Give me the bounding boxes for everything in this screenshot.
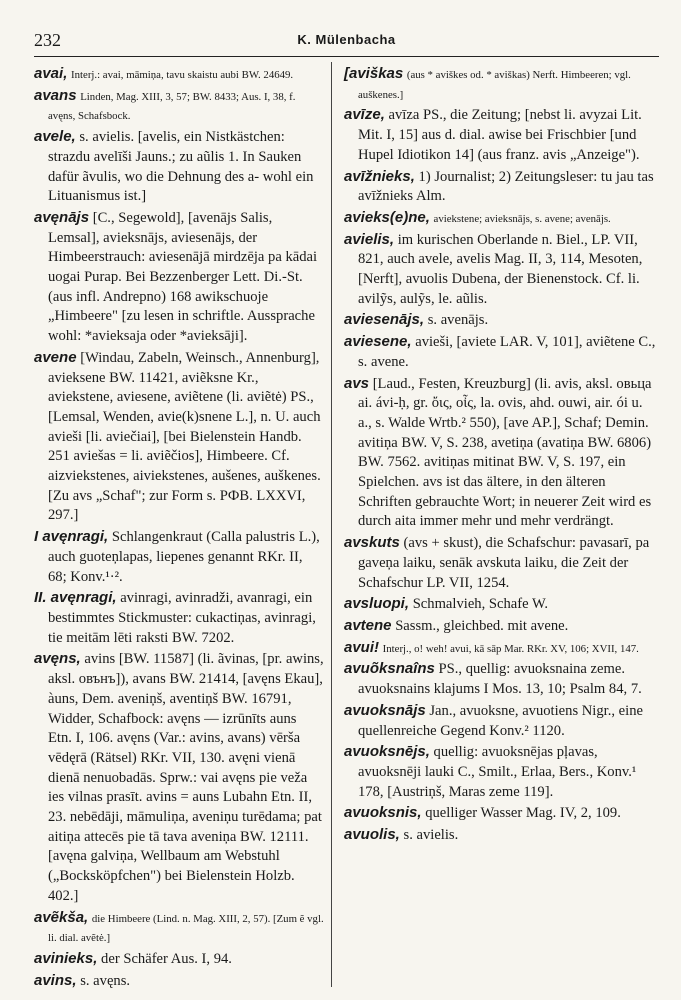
entry — [344, 64, 656, 104]
headword: [aviškas — [344, 65, 404, 82]
entry — [344, 825, 656, 846]
entry-body: Interj., o! weh! avui, kā sāp Mar. RKr. XV, 106; XVII, 147. — [382, 642, 639, 655]
entry — [34, 527, 324, 587]
entry — [34, 64, 324, 85]
page-number: 232 — [34, 30, 61, 50]
entry — [344, 659, 656, 699]
headword: avui! — [344, 638, 380, 656]
entry-body: quellig: avuoksnējas pļavas, avuoksnēji lauki C., Smilt., Erlaa, Bers., Konv.¹ 178, [Austriņš, Maras zeme 119]. — [358, 744, 637, 800]
entry — [34, 86, 324, 126]
headword: avai, — [34, 65, 68, 82]
entry — [34, 348, 324, 526]
entry-body: avīza PS., die Zeitung; [nebst li. avyzai Lit. Mit. I, 15] aus d. dial. awise bei Frischbier [und Hupel Idiotikon 14] (aus franz. avis „Anzeige"). — [358, 107, 642, 163]
entry — [344, 332, 656, 372]
entry-body: Sassm., gleichbed. mit avene. — [395, 617, 569, 634]
column-divider — [331, 62, 332, 987]
entry-body: die Himbeere (Lind. n. Mag. XIII, 2, 57). [Zum ẽ vgl. li. dial. avẽtė.] — [48, 912, 324, 945]
entry-body: aviekstene; avieksnājs, s. avene; avenājs. — [433, 212, 611, 225]
headword: avtene — [344, 616, 392, 634]
headword: avieks(e)ne, — [344, 208, 430, 226]
running-title: K. Mülenbacha — [297, 32, 396, 47]
entry-body: Jan., avuoksne, avuotiens Nigr., eine quellenreiche Gegend Konv.² 1120. — [358, 702, 643, 739]
headword: avuolis, — [344, 826, 400, 844]
left-column — [34, 64, 324, 992]
entry — [34, 208, 324, 347]
headword: avuoksnējs, — [344, 743, 430, 761]
entry — [34, 971, 324, 992]
entry-body: (aus * aviškes od. * aviškas) Nerft. Himbeeren; vgl. auškenes.] — [358, 69, 631, 101]
entry — [344, 310, 656, 331]
headword: avans — [34, 86, 77, 104]
headword: avinieks, — [34, 949, 98, 967]
entry — [344, 701, 656, 741]
entry — [34, 649, 324, 906]
headword: avīze, — [344, 106, 385, 124]
entry — [344, 167, 656, 207]
entry-body: avins [BW. 11587] (li. ãvinas, [pr. awins, aksl. овънъ]), avans BW. 21414, [avęns Ekau], àuns, Dem. aveniņš, aventiņš BW. 16791, Widder, Schafbock: avęns — izrūnīts auns Etn. I, 106. avęns (Var.: avins, avans) vērša vēdęrā (Rätsel) RKr. VII, 130. avęni vienā dienā nenuobadās. Sprw.: vai avęns pie veža ies vilnas prasīt. avins = auns Lubahn Etn. II, 23. nebēdāji, māmuliņa, aveniņu turēdama; pat aitiņa attecēs pie tā tava aveniņa BW. 12111. [avęna galviņa, Wellbaum am Webstuhl („Bocksköpfchen") bei Bielenstein Holzb. 402.] — [48, 651, 324, 904]
entry-body: der Schäfer Aus. I, 94. — [101, 950, 232, 967]
headword: avẽkša, — [34, 908, 89, 926]
headword: avs — [344, 374, 370, 392]
entry-body: s. avenājs. — [427, 312, 489, 329]
entry-body: quelliger Wasser Mag. IV, 2, 109. — [425, 805, 621, 822]
entry — [34, 949, 324, 970]
entry — [344, 533, 656, 593]
entry-body: 1) Journalist; 2) Zeitungsleser: tu jau tas avīžnieks Alm. — [358, 168, 654, 205]
right-column — [344, 64, 656, 847]
headword: avęns, — [34, 650, 81, 668]
headword: avskuts — [344, 534, 400, 552]
entry — [344, 374, 656, 533]
headword: avele, — [34, 128, 76, 146]
headword: avsluopi, — [344, 595, 410, 613]
entry — [344, 638, 656, 659]
entry — [344, 594, 656, 615]
headword: avęnājs — [34, 208, 90, 226]
entry — [344, 616, 656, 637]
entry — [344, 742, 656, 802]
headword: I avęnragi, — [34, 528, 109, 546]
entry-body: [Windau, Zabeln, Weinsch., Annenburg], avieksene BW. 11421, aviẽksne Kr., aviekstene, aviesene, aviẽtene (li. aviẽtė) PS., [Lemsal, Wenden, avie(k)snene L.], n. U. auch avieši [li. aviečiai], [bei Bielenstein Handb. 251 aviešas = li. aviẽčios], Himbeere. Cf. aizviekstenes, aiviekstenes, aušenes, auškenes. [Zu avs „Schaf"; zur Form s. PФВ. LXXVI, 297.] — [48, 349, 321, 524]
headword: avins, — [34, 971, 77, 989]
headword: avene — [34, 348, 77, 366]
entry — [344, 208, 656, 229]
entry-body: (avs + skust), die Schafschur: pavasarī, pa gaveņa laiku, senāk avskuta laiku, die Zeit der Schafschur LP. VII, 1254. — [358, 535, 650, 591]
headword: avielis, — [344, 230, 395, 248]
headword: avuoksnis, — [344, 804, 422, 822]
entry-body: Linden, Mag. XIII, 3, 57; BW. 8433; Aus. I, 38, f. avęns, Schafsbock. — [48, 90, 296, 123]
entry — [34, 588, 324, 648]
entry — [34, 908, 324, 948]
entry-body: Interj.: avai, māmiņa, tavu skaistu aubi BW. 24649. — [71, 69, 294, 81]
entry-body: s. avęns. — [80, 972, 131, 989]
entry-body: [C., Segewold], [avenājs Salis, Lemsal], avieksnājs, aviesenājs, der Himbeerstrauch: aviesenājā mirdzēja pa kādai uogai Purap. Bei Bezzenberger Lett. Di.-St. (aus infl. Andrepno) 168 awikschuoje „Himbeere" [zu lesen in schriftle. Aussprache wohl: *avieksaja oder *avieksāji]. — [48, 209, 318, 345]
entry — [344, 803, 656, 824]
headword: aviesene, — [344, 333, 412, 351]
entry-body: s. avielis. — [403, 827, 459, 844]
page-header — [34, 26, 659, 57]
headword: avuoksnājs — [344, 701, 426, 719]
entry — [344, 230, 656, 310]
headword: aviesenājs, — [344, 311, 425, 329]
entry-body: avinragi, avinradži, avanragi, ein bestimmtes Stickmuster: cukactiņas, avinragi, tie meitām lēti raksti BW. 7202. — [48, 590, 316, 646]
entry-body: PS., quellig: avuoksnaina zeme. avuoksnains klajums I Mos. 13, 10; Psalm 84, 7. — [358, 661, 642, 698]
entry-body: s. avielis. [avelis, ein Nistkästchen: strazdu avelīši Jauns.; zu aũlis 1. In Sauken dafür ãvulis, wo die Dehnung des a- wohl ein Lituanismus ist.] — [48, 129, 314, 205]
entry-body: Schlangenkraut (Calla palustris L.), auch guoteņlapas, liepenes genannt RKr. II, 68; Konv.¹·². — [48, 529, 320, 585]
entry-body: im kurischen Oberlande n. Biel., LP. VII, 821, auch avele, avelis Mag. II, 3, 114, Mesoten, [Nerft], avuolis Dubena, der Bienenstock. Cf. li. avilỹs, aulỹs, le. aũlis. — [358, 231, 643, 307]
entry — [34, 127, 324, 207]
entry — [344, 105, 656, 165]
headword: avuõksnaîns — [344, 660, 435, 678]
entry-body: avieši, [aviete LAR. V, 101], aviẽtene C., s. avene. — [358, 334, 656, 370]
entry-body: [Laud., Festen, Kreuzburg] (li. avis, aksl. овьца ai. ávi-ḥ, gr. ὄις, οἶς, la. ovis, ahd. ouwi, air. ói u. a., s. Walde Wrtb.² 550), [ave AP.], Schaf; Demin. avitiņa BW. V, S. 238, avetiņa (avatiņa BW. 6806) BW. 7562. avitiņas mitinat BW. V, S. 197, ein Spielchen. avs ist das ältere, in den älteren Schriften gebrauchte Wort; in neuerer Zeit wird es durch aita immer mehr und mehr verdrängt. — [358, 375, 652, 530]
headword: II. avęnragi, — [34, 589, 117, 607]
entry-body: Schmalvieh, Schafe W. — [412, 596, 549, 613]
headword: avīžnieks, — [344, 167, 415, 185]
